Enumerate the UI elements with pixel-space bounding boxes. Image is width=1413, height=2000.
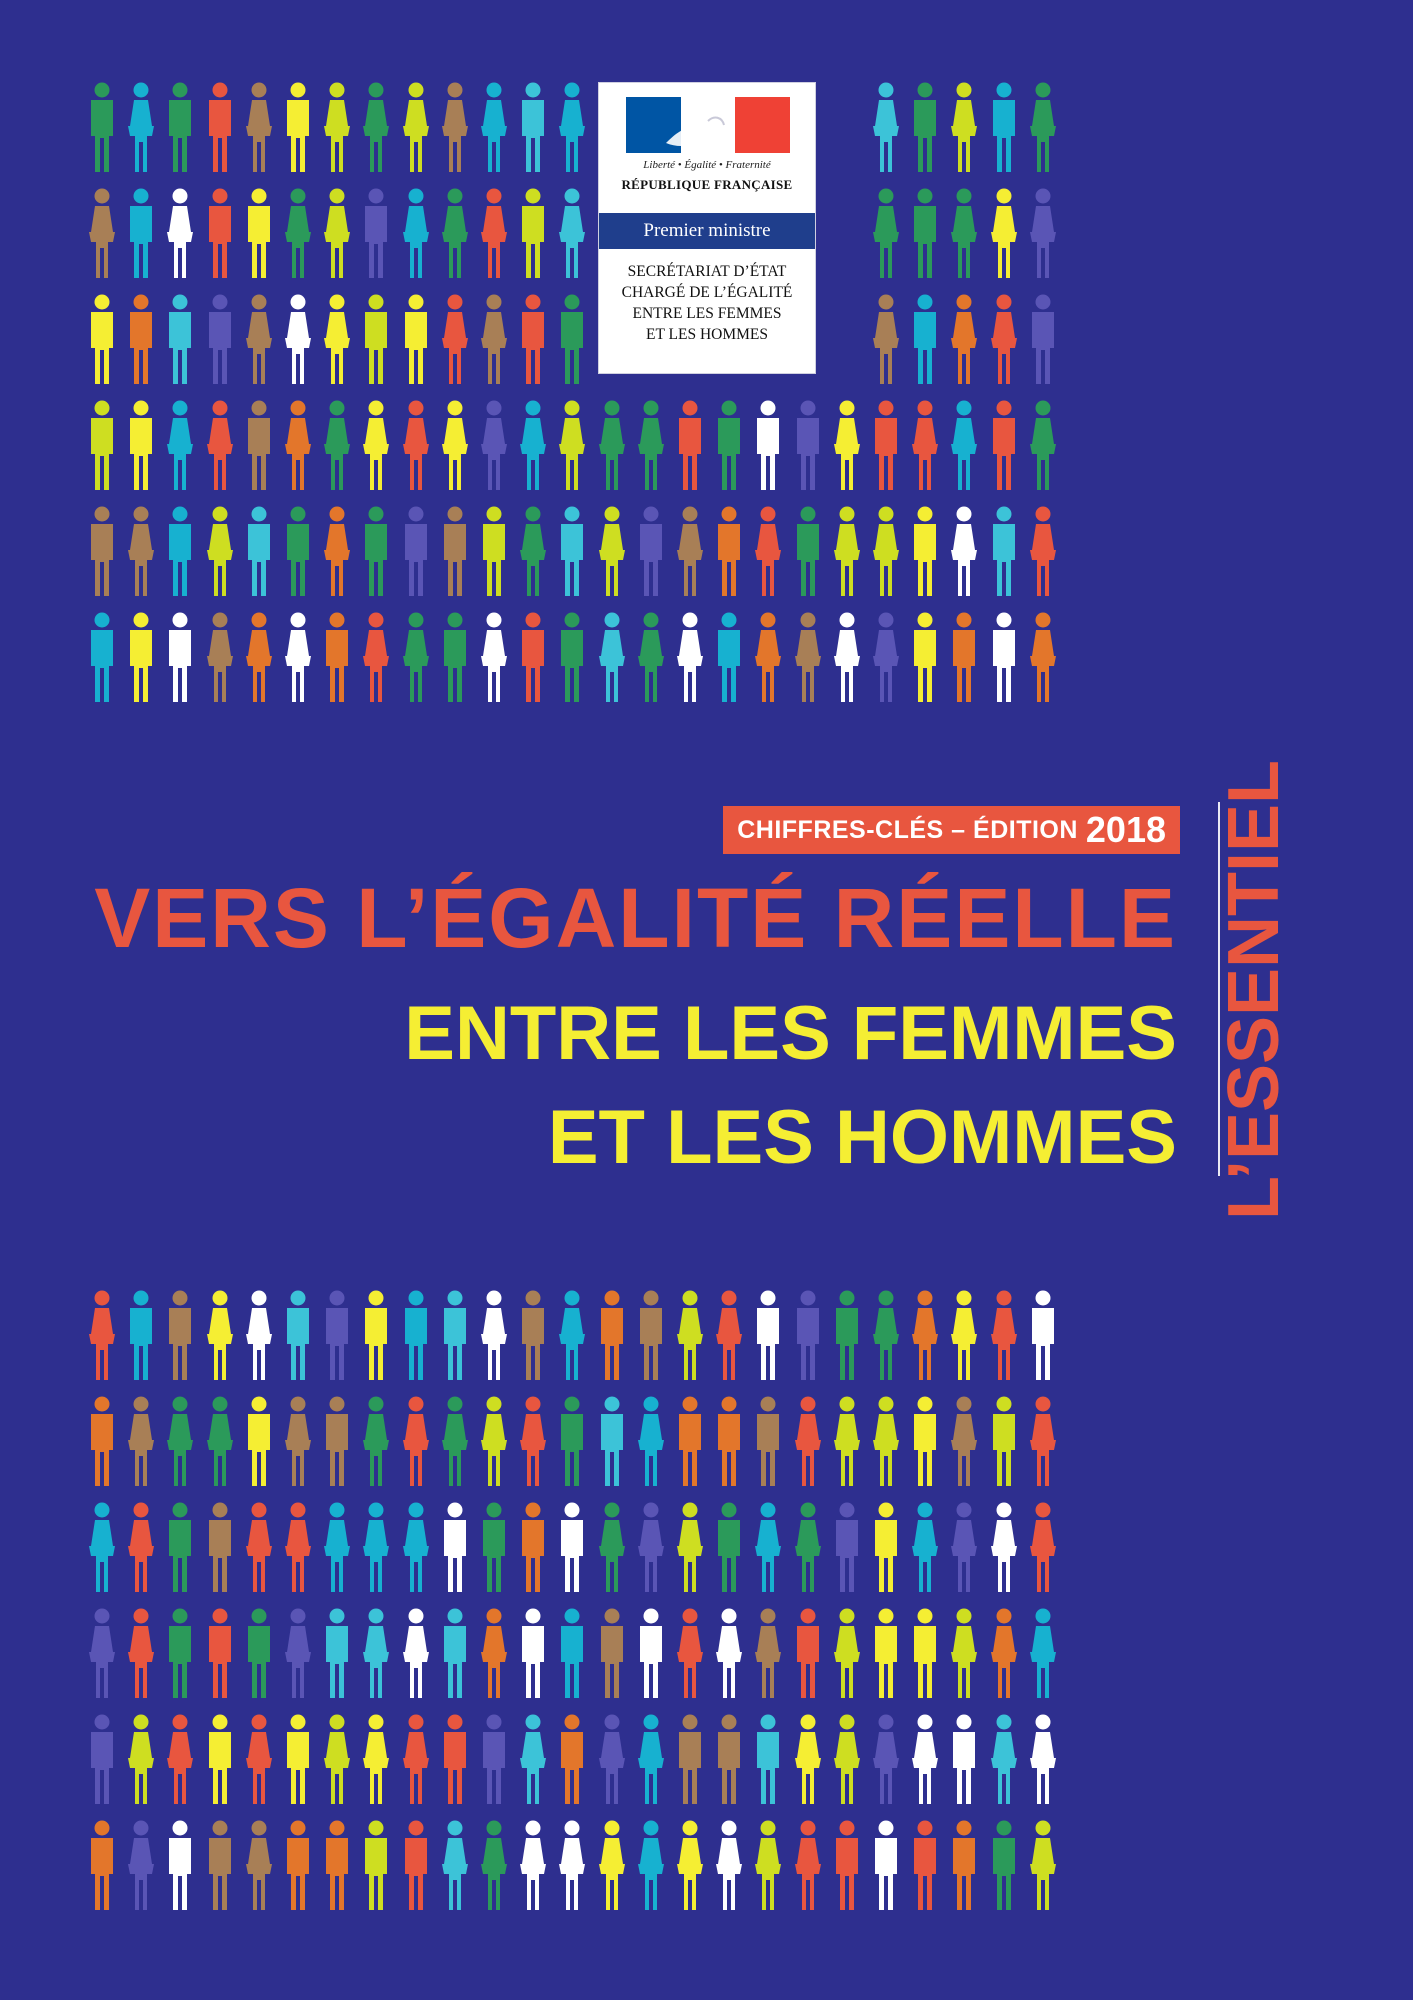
woman-figure-icon (792, 612, 824, 704)
man-figure-icon (1027, 294, 1059, 386)
woman-figure-icon (204, 1396, 236, 1488)
man-figure-icon (164, 1608, 196, 1700)
man-figure-icon (400, 506, 432, 598)
woman-figure-icon (164, 1396, 196, 1488)
secretariat-line: CHARGÉ DE L’ÉGALITÉ (621, 284, 793, 301)
woman-figure-icon (870, 82, 902, 174)
woman-figure-icon (674, 1820, 706, 1912)
government-logo (598, 82, 816, 374)
woman-figure-icon (243, 1820, 275, 1912)
man-figure-icon (831, 1502, 863, 1594)
man-figure-icon (752, 400, 784, 492)
man-figure-icon (86, 506, 118, 598)
secretariat-name (599, 261, 815, 345)
woman-figure-icon (125, 1502, 157, 1594)
woman-figure-icon (1027, 82, 1059, 174)
woman-figure-icon (243, 1502, 275, 1594)
woman-figure-icon (988, 1714, 1020, 1806)
title-line-3: ET LES HOMMES (547, 1095, 1177, 1180)
man-figure-icon (243, 188, 275, 280)
woman-figure-icon (556, 1290, 588, 1382)
man-figure-icon (321, 612, 353, 704)
woman-figure-icon (1027, 1820, 1059, 1912)
man-figure-icon (517, 294, 549, 386)
man-figure-icon (164, 612, 196, 704)
woman-figure-icon (909, 400, 941, 492)
edition-year: 2018 (1085, 809, 1166, 850)
woman-figure-icon (517, 1714, 549, 1806)
man-figure-icon (164, 82, 196, 174)
man-figure-icon (439, 1290, 471, 1382)
woman-figure-icon (164, 188, 196, 280)
man-figure-icon (400, 1290, 432, 1382)
woman-figure-icon (86, 1290, 118, 1382)
woman-figure-icon (400, 1396, 432, 1488)
woman-figure-icon (948, 1608, 980, 1700)
man-figure-icon (282, 506, 314, 598)
man-figure-icon (204, 82, 236, 174)
man-figure-icon (164, 294, 196, 386)
woman-figure-icon (831, 612, 863, 704)
man-figure-icon (439, 1714, 471, 1806)
edition-label: CHIFFRES-CLÉS – ÉDITION (737, 815, 1078, 844)
man-figure-icon (752, 1396, 784, 1488)
woman-figure-icon (1027, 612, 1059, 704)
man-figure-icon (243, 1396, 275, 1488)
woman-figure-icon (870, 294, 902, 386)
woman-figure-icon (831, 1396, 863, 1488)
man-figure-icon (360, 294, 392, 386)
man-figure-icon (988, 506, 1020, 598)
man-figure-icon (282, 1820, 314, 1912)
woman-figure-icon (831, 506, 863, 598)
woman-figure-icon (948, 1290, 980, 1382)
man-figure-icon (909, 1396, 941, 1488)
woman-figure-icon (988, 188, 1020, 280)
man-figure-icon (321, 1820, 353, 1912)
man-figure-icon (792, 506, 824, 598)
man-figure-icon (360, 1290, 392, 1382)
woman-figure-icon (86, 188, 118, 280)
woman-figure-icon (400, 188, 432, 280)
woman-figure-icon (792, 1396, 824, 1488)
woman-figure-icon (635, 1396, 667, 1488)
woman-figure-icon (792, 1714, 824, 1806)
man-figure-icon (204, 1714, 236, 1806)
woman-figure-icon (282, 294, 314, 386)
man-figure-icon (713, 1714, 745, 1806)
secretariat-line: ENTRE LES FEMMES (632, 305, 782, 322)
woman-figure-icon (674, 1502, 706, 1594)
woman-figure-icon (125, 506, 157, 598)
woman-figure-icon (948, 188, 980, 280)
man-figure-icon (713, 1396, 745, 1488)
man-figure-icon (517, 82, 549, 174)
woman-figure-icon (400, 1714, 432, 1806)
man-figure-icon (988, 82, 1020, 174)
man-figure-icon (86, 82, 118, 174)
woman-figure-icon (439, 400, 471, 492)
woman-figure-icon (400, 1608, 432, 1700)
woman-figure-icon (556, 1820, 588, 1912)
woman-figure-icon (556, 188, 588, 280)
woman-figure-icon (1027, 188, 1059, 280)
woman-figure-icon (478, 1396, 510, 1488)
woman-figure-icon (400, 82, 432, 174)
man-figure-icon (321, 1608, 353, 1700)
man-figure-icon (282, 1290, 314, 1382)
marianne-flag-icon (626, 97, 790, 153)
woman-figure-icon (988, 1502, 1020, 1594)
woman-figure-icon (517, 400, 549, 492)
woman-figure-icon (556, 82, 588, 174)
woman-figure-icon (948, 400, 980, 492)
woman-figure-icon (635, 1502, 667, 1594)
secretariat-line: SECRÉTARIAT D’ÉTAT (627, 263, 787, 280)
man-figure-icon (752, 1714, 784, 1806)
woman-figure-icon (674, 506, 706, 598)
man-figure-icon (674, 1396, 706, 1488)
woman-figure-icon (870, 506, 902, 598)
man-figure-icon (713, 1502, 745, 1594)
woman-figure-icon (870, 188, 902, 280)
woman-figure-icon (243, 1290, 275, 1382)
woman-figure-icon (1027, 1502, 1059, 1594)
man-figure-icon (556, 612, 588, 704)
man-figure-icon (478, 1714, 510, 1806)
woman-figure-icon (909, 1502, 941, 1594)
man-figure-icon (596, 1396, 628, 1488)
woman-figure-icon (243, 82, 275, 174)
man-figure-icon (596, 1290, 628, 1382)
woman-figure-icon (988, 1608, 1020, 1700)
woman-figure-icon (948, 82, 980, 174)
man-figure-icon (86, 400, 118, 492)
series-label: L’ESSENTIEL (1214, 759, 1294, 1221)
man-figure-icon (596, 1608, 628, 1700)
man-figure-icon (517, 1608, 549, 1700)
woman-figure-icon (596, 1820, 628, 1912)
woman-figure-icon (870, 1290, 902, 1382)
woman-figure-icon (439, 188, 471, 280)
woman-figure-icon (752, 612, 784, 704)
woman-figure-icon (831, 400, 863, 492)
woman-figure-icon (360, 400, 392, 492)
woman-figure-icon (988, 1290, 1020, 1382)
woman-figure-icon (204, 400, 236, 492)
woman-figure-icon (909, 1714, 941, 1806)
secretariat-line: ET LES HOMMES (645, 326, 768, 343)
woman-figure-icon (400, 1502, 432, 1594)
man-figure-icon (439, 506, 471, 598)
man-figure-icon (909, 1820, 941, 1912)
man-figure-icon (243, 506, 275, 598)
man-figure-icon (86, 612, 118, 704)
woman-figure-icon (948, 294, 980, 386)
woman-figure-icon (439, 82, 471, 174)
man-figure-icon (243, 400, 275, 492)
woman-figure-icon (635, 612, 667, 704)
woman-figure-icon (635, 1714, 667, 1806)
man-figure-icon (125, 1290, 157, 1382)
woman-figure-icon (1027, 400, 1059, 492)
man-figure-icon (517, 1502, 549, 1594)
woman-figure-icon (164, 1714, 196, 1806)
woman-figure-icon (674, 1290, 706, 1382)
people-pattern-bottom (0, 1290, 1413, 1926)
man-figure-icon (125, 294, 157, 386)
woman-figure-icon (243, 1714, 275, 1806)
man-figure-icon (831, 1820, 863, 1912)
woman-figure-icon (282, 1608, 314, 1700)
woman-figure-icon (400, 400, 432, 492)
woman-figure-icon (282, 188, 314, 280)
woman-figure-icon (204, 612, 236, 704)
woman-figure-icon (831, 1714, 863, 1806)
woman-figure-icon (321, 1502, 353, 1594)
woman-figure-icon (870, 1396, 902, 1488)
woman-figure-icon (596, 506, 628, 598)
man-figure-icon (988, 400, 1020, 492)
man-figure-icon (164, 506, 196, 598)
man-figure-icon (713, 612, 745, 704)
woman-figure-icon (517, 1820, 549, 1912)
woman-figure-icon (439, 1820, 471, 1912)
man-figure-icon (792, 400, 824, 492)
woman-figure-icon (360, 82, 392, 174)
man-figure-icon (870, 1502, 902, 1594)
woman-figure-icon (948, 1502, 980, 1594)
woman-figure-icon (321, 294, 353, 386)
woman-figure-icon (1027, 1714, 1059, 1806)
woman-figure-icon (86, 1502, 118, 1594)
woman-figure-icon (713, 1290, 745, 1382)
man-figure-icon (556, 1608, 588, 1700)
woman-figure-icon (125, 1396, 157, 1488)
man-figure-icon (635, 1290, 667, 1382)
woman-figure-icon (125, 1608, 157, 1700)
man-figure-icon (204, 294, 236, 386)
man-figure-icon (125, 612, 157, 704)
woman-figure-icon (831, 1608, 863, 1700)
man-figure-icon (556, 294, 588, 386)
man-figure-icon (713, 506, 745, 598)
man-figure-icon (752, 1290, 784, 1382)
woman-figure-icon (478, 294, 510, 386)
man-figure-icon (282, 1714, 314, 1806)
woman-figure-icon (321, 506, 353, 598)
woman-figure-icon (478, 1608, 510, 1700)
man-figure-icon (478, 1502, 510, 1594)
man-figure-icon (870, 400, 902, 492)
woman-figure-icon (164, 400, 196, 492)
man-figure-icon (400, 1820, 432, 1912)
man-figure-icon (909, 294, 941, 386)
woman-figure-icon (948, 1396, 980, 1488)
woman-figure-icon (752, 506, 784, 598)
man-figure-icon (792, 1290, 824, 1382)
man-figure-icon (360, 188, 392, 280)
woman-figure-icon (125, 82, 157, 174)
man-figure-icon (204, 188, 236, 280)
woman-figure-icon (556, 400, 588, 492)
man-figure-icon (792, 1608, 824, 1700)
woman-figure-icon (635, 400, 667, 492)
woman-figure-icon (752, 1820, 784, 1912)
man-figure-icon (360, 506, 392, 598)
woman-figure-icon (439, 294, 471, 386)
woman-figure-icon (360, 1396, 392, 1488)
woman-figure-icon (282, 1502, 314, 1594)
woman-figure-icon (870, 1714, 902, 1806)
woman-figure-icon (752, 1608, 784, 1700)
woman-figure-icon (321, 400, 353, 492)
woman-figure-icon (243, 612, 275, 704)
man-figure-icon (125, 400, 157, 492)
woman-figure-icon (792, 1502, 824, 1594)
woman-figure-icon (321, 1714, 353, 1806)
man-figure-icon (556, 1502, 588, 1594)
woman-figure-icon (478, 1290, 510, 1382)
woman-figure-icon (517, 1396, 549, 1488)
woman-figure-icon (360, 1714, 392, 1806)
woman-figure-icon (674, 612, 706, 704)
woman-figure-icon (125, 1714, 157, 1806)
man-figure-icon (282, 82, 314, 174)
man-figure-icon (870, 1608, 902, 1700)
man-figure-icon (360, 1820, 392, 1912)
man-figure-icon (948, 612, 980, 704)
man-figure-icon (86, 1714, 118, 1806)
woman-figure-icon (596, 1714, 628, 1806)
woman-figure-icon (321, 188, 353, 280)
man-figure-icon (556, 506, 588, 598)
woman-figure-icon (204, 506, 236, 598)
man-figure-icon (478, 506, 510, 598)
woman-figure-icon (439, 1396, 471, 1488)
man-figure-icon (204, 1820, 236, 1912)
woman-figure-icon (478, 82, 510, 174)
woman-figure-icon (478, 188, 510, 280)
man-figure-icon (909, 506, 941, 598)
woman-figure-icon (752, 1502, 784, 1594)
woman-figure-icon (909, 1290, 941, 1382)
woman-figure-icon (596, 400, 628, 492)
man-figure-icon (831, 1290, 863, 1382)
man-figure-icon (713, 400, 745, 492)
man-figure-icon (86, 1396, 118, 1488)
man-figure-icon (948, 1820, 980, 1912)
man-figure-icon (870, 1820, 902, 1912)
woman-figure-icon (596, 1502, 628, 1594)
woman-figure-icon (478, 400, 510, 492)
woman-figure-icon (360, 1502, 392, 1594)
woman-figure-icon (635, 1820, 667, 1912)
woman-figure-icon (282, 1396, 314, 1488)
woman-figure-icon (478, 612, 510, 704)
man-figure-icon (674, 400, 706, 492)
woman-figure-icon (988, 294, 1020, 386)
man-figure-icon (164, 1820, 196, 1912)
man-figure-icon (988, 612, 1020, 704)
man-figure-icon (635, 506, 667, 598)
title-line-2: ENTRE LES FEMMES (404, 991, 1177, 1076)
woman-figure-icon (321, 82, 353, 174)
republic-name: RÉPUBLIQUE FRANÇAISE (621, 177, 793, 192)
woman-figure-icon (1027, 506, 1059, 598)
man-figure-icon (400, 294, 432, 386)
woman-figure-icon (517, 506, 549, 598)
man-figure-icon (909, 82, 941, 174)
woman-figure-icon (86, 1608, 118, 1700)
man-figure-icon (86, 1820, 118, 1912)
woman-figure-icon (360, 612, 392, 704)
republic-motto: Liberté • Égalité • Fraternité (643, 159, 771, 171)
edition-badge (723, 806, 1180, 854)
woman-figure-icon (948, 506, 980, 598)
woman-figure-icon (125, 1820, 157, 1912)
woman-figure-icon (360, 1608, 392, 1700)
woman-figure-icon (282, 612, 314, 704)
man-figure-icon (125, 188, 157, 280)
man-figure-icon (1027, 1290, 1059, 1382)
man-figure-icon (909, 612, 941, 704)
man-figure-icon (164, 1290, 196, 1382)
title-line-1: VERS L’ÉGALITÉ RÉELLE (94, 871, 1177, 965)
man-figure-icon (321, 1290, 353, 1382)
man-figure-icon (909, 1608, 941, 1700)
man-figure-icon (556, 1714, 588, 1806)
man-figure-icon (243, 1608, 275, 1700)
woman-figure-icon (596, 612, 628, 704)
woman-figure-icon (870, 612, 902, 704)
prime-minister-label: Premier ministre (599, 213, 815, 249)
man-figure-icon (635, 1608, 667, 1700)
woman-figure-icon (478, 1820, 510, 1912)
man-figure-icon (164, 1502, 196, 1594)
woman-figure-icon (713, 1608, 745, 1700)
man-figure-icon (988, 1396, 1020, 1488)
woman-figure-icon (1027, 1608, 1059, 1700)
man-figure-icon (204, 1502, 236, 1594)
man-figure-icon (517, 188, 549, 280)
woman-figure-icon (204, 1290, 236, 1382)
man-figure-icon (517, 1290, 549, 1382)
man-figure-icon (674, 1714, 706, 1806)
woman-figure-icon (674, 1608, 706, 1700)
man-figure-icon (988, 1820, 1020, 1912)
woman-figure-icon (1027, 1396, 1059, 1488)
man-figure-icon (517, 612, 549, 704)
man-figure-icon (439, 1502, 471, 1594)
woman-figure-icon (400, 612, 432, 704)
man-figure-icon (439, 1608, 471, 1700)
man-figure-icon (439, 612, 471, 704)
woman-figure-icon (792, 1820, 824, 1912)
man-figure-icon (948, 1714, 980, 1806)
man-figure-icon (86, 294, 118, 386)
man-figure-icon (909, 188, 941, 280)
man-figure-icon (556, 1396, 588, 1488)
man-figure-icon (204, 1608, 236, 1700)
woman-figure-icon (713, 1820, 745, 1912)
woman-figure-icon (282, 400, 314, 492)
man-figure-icon (321, 1396, 353, 1488)
woman-figure-icon (243, 294, 275, 386)
